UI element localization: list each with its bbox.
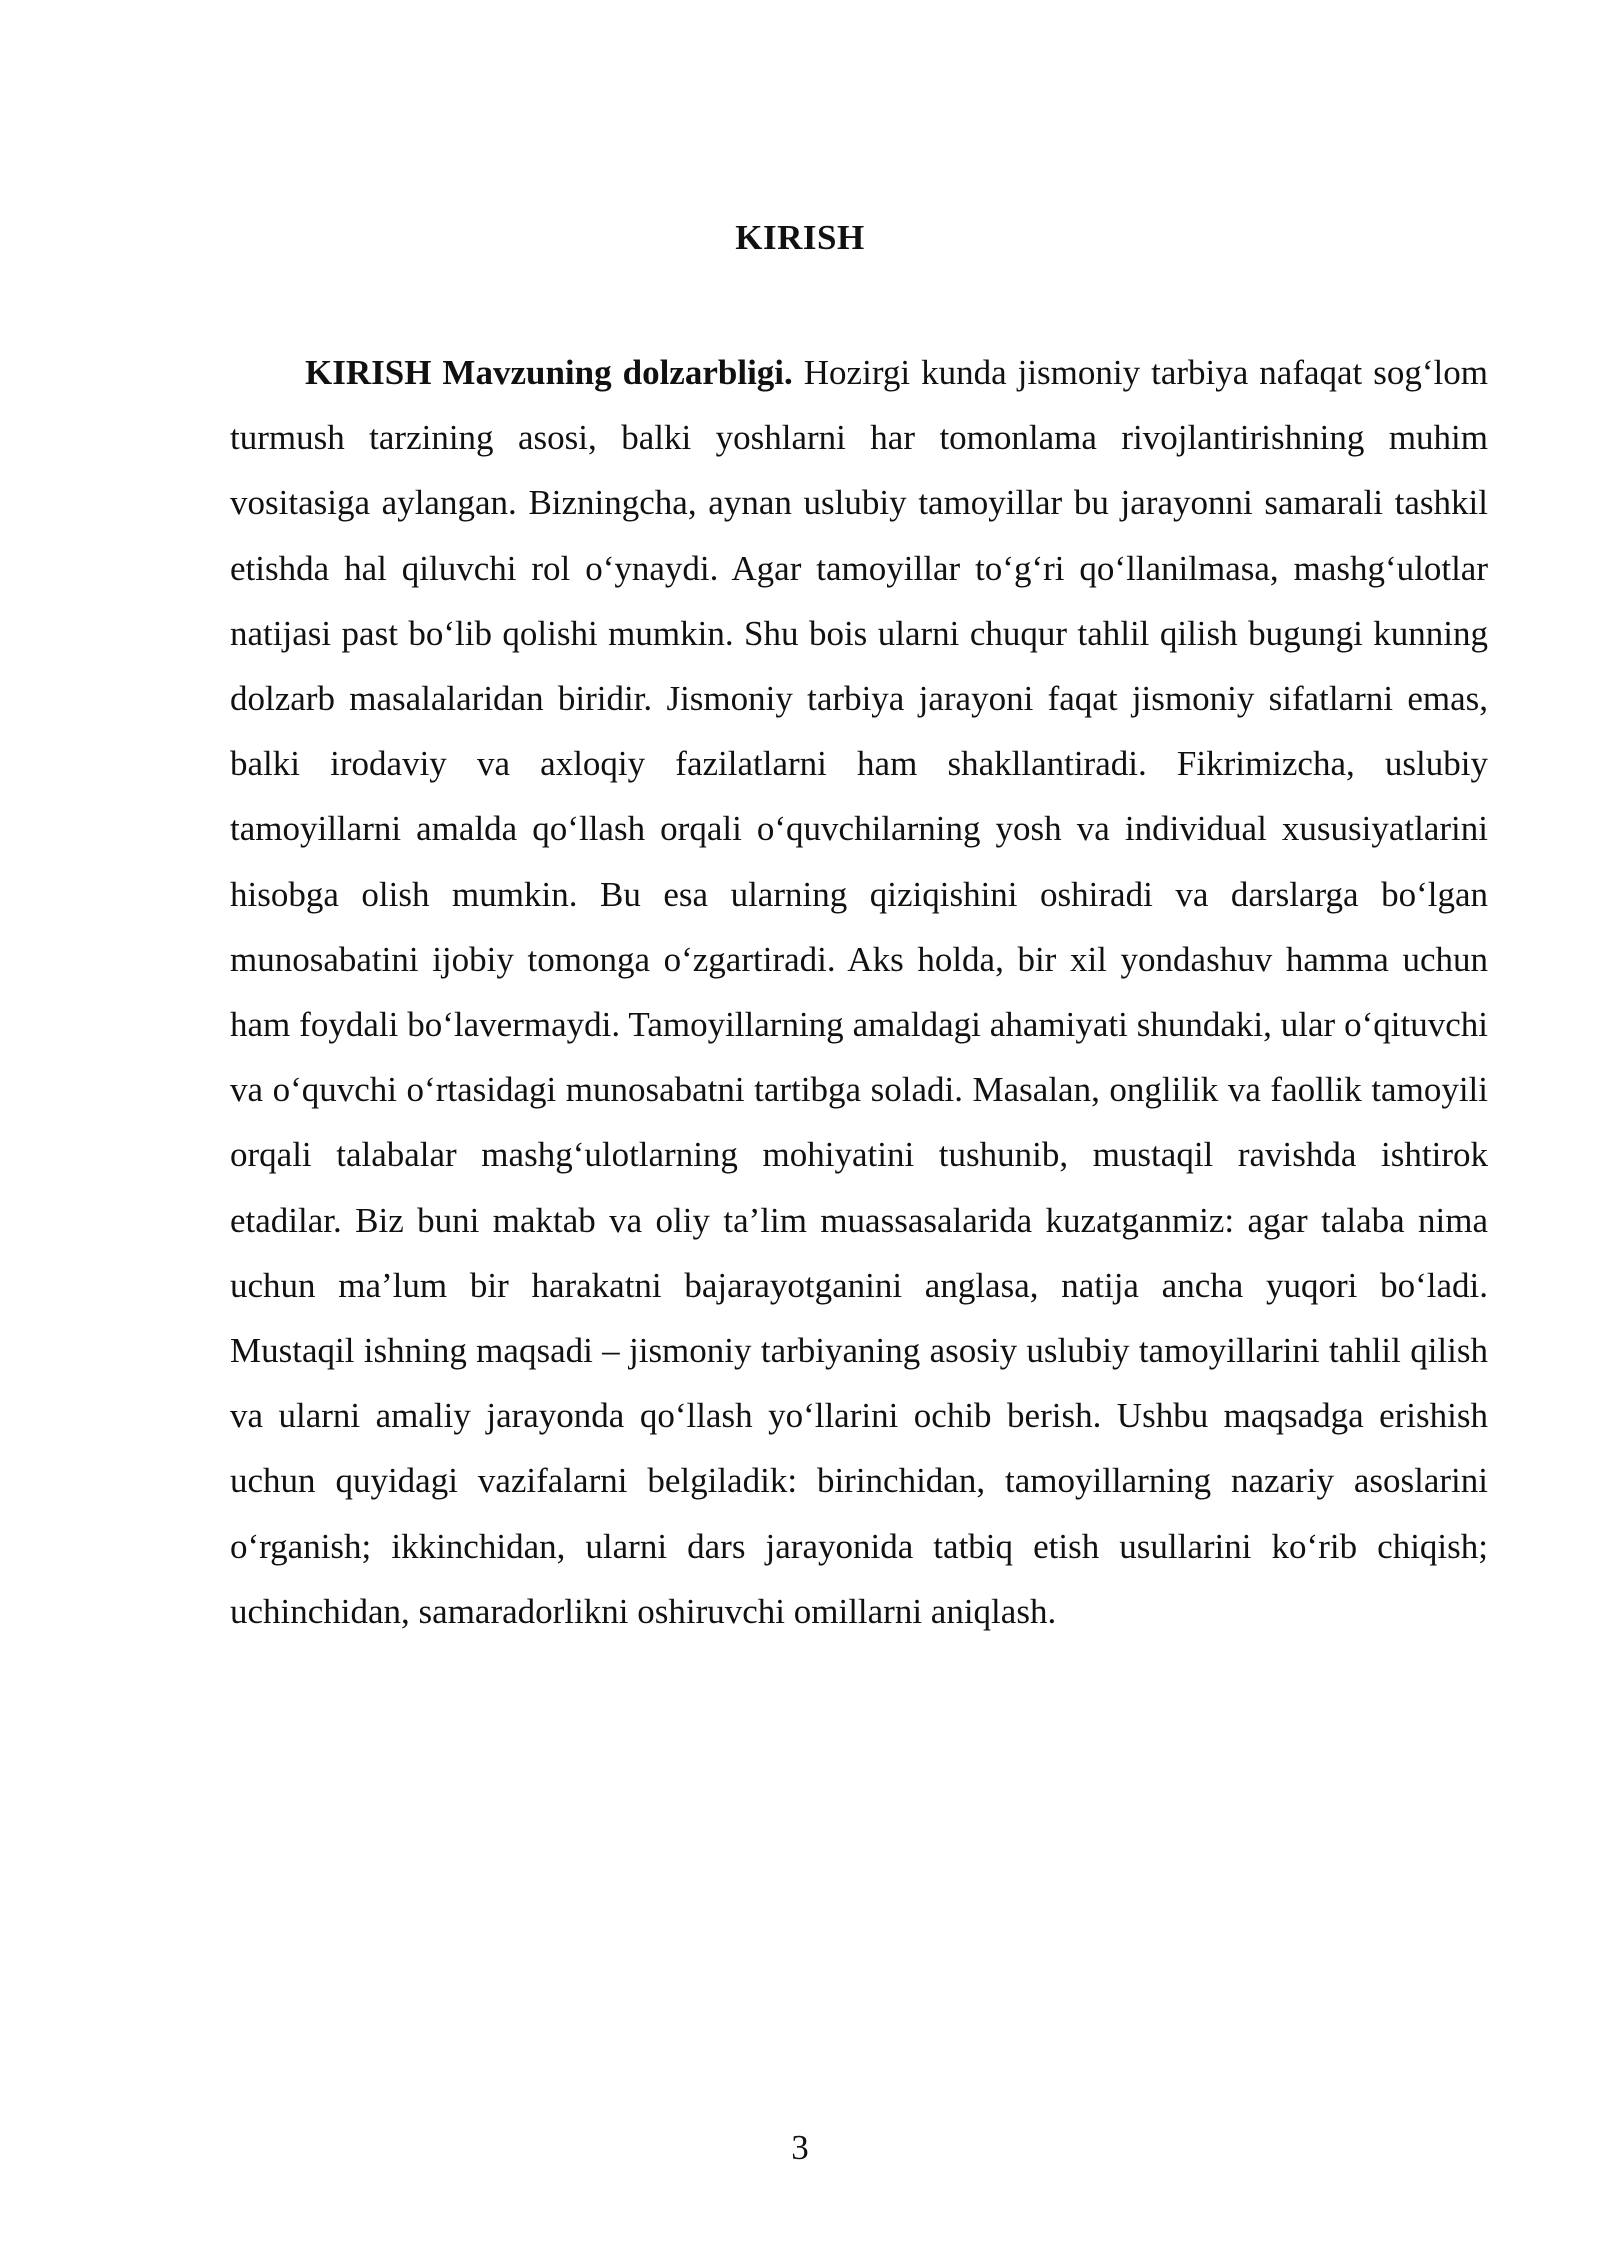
page-number: 3 <box>791 2128 809 2167</box>
body-paragraph <box>230 340 1488 1644</box>
section-heading: KIRISH <box>735 218 865 257</box>
paragraph-lead: KIRISH Mavzuning dolzarbligi. <box>305 353 793 392</box>
paragraph-text: Hozirgi kunda jismoniy tarbiya nafaqat sog‘lom turmush tarzining asosi, balki yoshlarni har tomonlama rivojlantirishning muhim vositasiga aylangan. Bizningcha, aynan uslubiy tamoyillar bu jarayonni samarali tashkil etishda hal qiluvchi rol o‘ynaydi. Agar tamoyillar to‘g‘ri qo‘llanilmasa, mashg‘ulotlar natijasi past bo‘lib qolishi mumkin. Shu bois ularni chuqur tahlil qilish bugungi kunning dolzarb masalalaridan biridir. Jismoniy tarbiya jarayoni faqat jismoniy sifatlarni emas, balki irodaviy va axloqiy fazilatlarni ham shakllantiradi. Fikrimizcha, uslubiy tamoyillarni amalda qo‘llash orqali o‘quvchilarning yosh va individual xususiyatlarini hisobga olish mumkin. Bu esa ularning qiziqishini oshiradi va darslarga bo‘lgan munosabatini ijobiy tomonga o‘zgartiradi. Aks holda, bir xil yondashuv hamma uchun ham foydali bo‘lavermaydi. Tamoyillarning amaldagi ahamiyati shundaki, ular o‘qituvchi va o‘quvchi o‘rtasidagi munosabatni tartibga soladi. Masalan, onglilik va faollik tamoyili orqali talabalar mashg‘ulotlarning mohiyatini tushunib, mustaqil ravishda ishtirok etadilar. Biz buni maktab va oliy ta’lim muassasalarida kuzatganmiz: agar talaba nima uchun ma’lum bir harakatni bajarayotganini anglasa, natija ancha yuqori bo‘ladi. Mustaqil ishning maqsadi – jismoniy tarbiyaning asosiy uslubiy tamoyillarini tahlil qilish va ularni amaliy jarayonda qo‘llash yo‘llarini ochib berish. Ushbu maqsadga erishish uchun quyidagi vazifalarni belgiladik: birinchidan, tamoyillarning nazariy asoslarini o‘rganish; ikkinchidan, ularni dars jarayonida tatbiq etish usullarini ko‘rib chiqish; uchinchidan, samaradorlikni oshiruvchi omillarni aniqlash. <box>230 353 1488 1631</box>
